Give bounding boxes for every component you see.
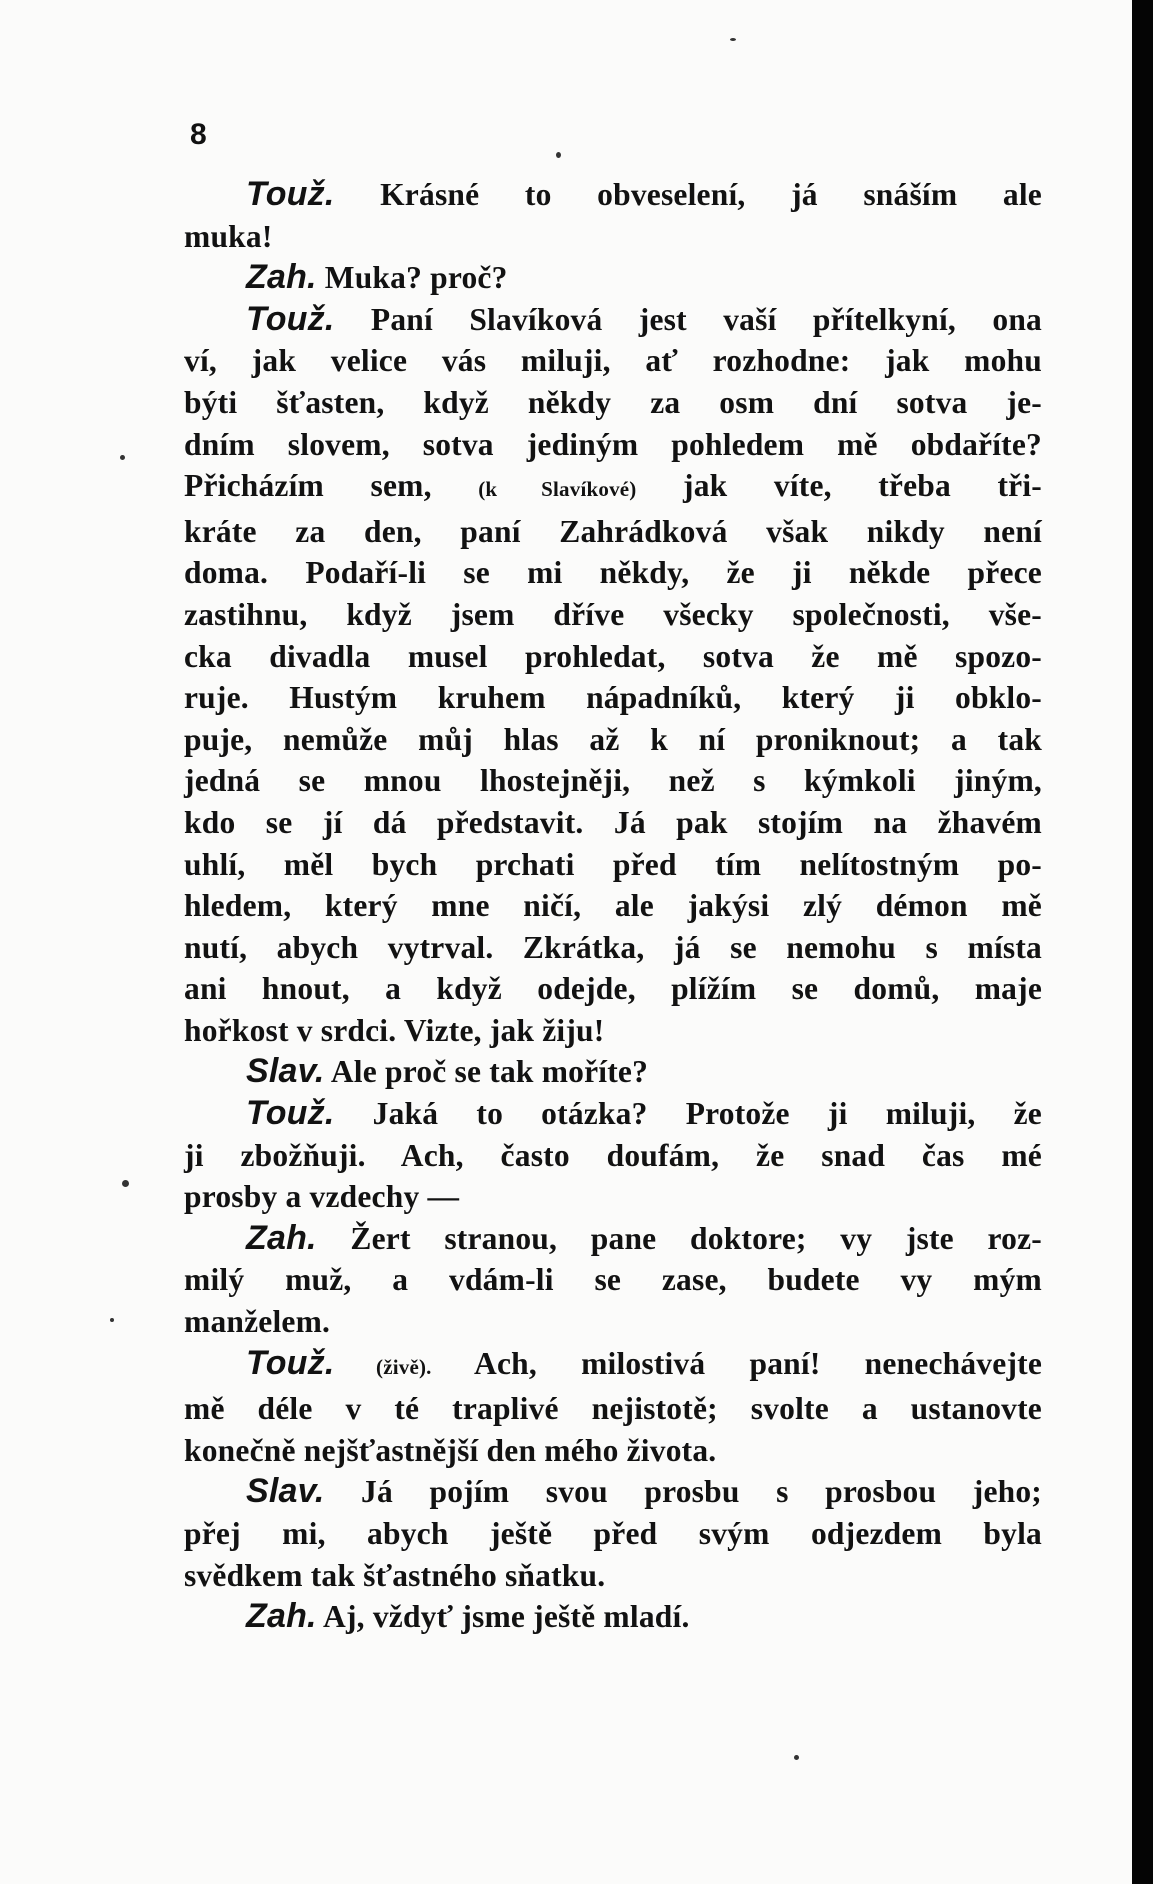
- line-text: ví, jak velice vás miluji, ať rozhodne: jak mohu: [184, 343, 1042, 379]
- line-text: Já pojím svou prosbu s prosbou jeho;: [324, 1474, 1042, 1510]
- speaker-label: Touž.: [246, 1343, 335, 1382]
- scan-speck: [730, 38, 736, 41]
- line-text: Paní Slavíková jest vaší přítelkyní, ona: [334, 301, 1042, 337]
- line-text: prosby a vzdechy —: [184, 1179, 460, 1215]
- line-text: Krásné to obveselení, já snáším ale: [334, 177, 1042, 212]
- line-text: mě déle v té traplivé nejistotě; svolte a ustanovte: [184, 1391, 1042, 1427]
- scan-speck: [120, 455, 125, 460]
- text-line: [184, 927, 1042, 969]
- text-line: [184, 174, 1042, 216]
- speaker-label: Slav.: [246, 1052, 325, 1091]
- text-line: [184, 719, 1042, 761]
- speaker-label: Slav.: [246, 1472, 325, 1511]
- text-line: [184, 257, 1042, 299]
- text-line: [184, 1388, 1042, 1430]
- text-line: [184, 1093, 1042, 1135]
- line-text: ani hnout, a když odejde, plížím se domů, maje: [184, 971, 1042, 1007]
- line-text: jedná se mnou lhostejněji, než s kýmkoli jiným,: [184, 763, 1042, 799]
- line-text: Žert stranou, pane doktore; vy jste roz-: [316, 1220, 1042, 1256]
- scan-speck: [122, 1180, 129, 1187]
- line-text: konečně nejšťastnější den mého života.: [184, 1432, 717, 1468]
- scan-speck: [556, 152, 561, 158]
- line-text: Jaká to otázka? Protože ji miluji, že: [334, 1096, 1042, 1132]
- line-text: přej mi, abych ještě před svým odjezdem byla: [184, 1516, 1042, 1551]
- line-text: Aj, vždyť jsme ještě mladí.: [316, 1599, 690, 1635]
- line-text: milý muž, a vdám-li se zase, budete vy mým: [184, 1262, 1042, 1298]
- line-text: hledem, který mne ničí, ale jakýsi zlý démon mě: [184, 888, 1042, 924]
- text-line: [184, 424, 1042, 466]
- scan-speck: [794, 1755, 799, 1760]
- text-line: [184, 1259, 1042, 1301]
- line-text: kráte za den, paní Zahrádková však nikdy není: [184, 513, 1042, 549]
- text-line: [184, 968, 1042, 1010]
- text-line: [184, 1135, 1042, 1177]
- speaker-label: Zah.: [246, 1218, 317, 1257]
- speaker-label: Touž.: [246, 175, 335, 213]
- text-line: [184, 216, 1042, 258]
- scan-speck: [110, 1318, 114, 1322]
- text-line: [184, 340, 1042, 382]
- scan-edge: [1132, 0, 1153, 1884]
- line-text: býti šťasten, když někdy za osm dní sotva je-: [184, 384, 1042, 420]
- line-text: muka!: [184, 218, 273, 254]
- text-line: [184, 1218, 1042, 1260]
- text-line: [184, 511, 1042, 553]
- line-text: zastihnu, když jsem dříve všecky společnosti, vše-: [184, 596, 1042, 632]
- text-line: [184, 1343, 1042, 1389]
- text-line: [184, 636, 1042, 678]
- text-line: [184, 885, 1042, 927]
- line-text: cka divadla musel prohledat, sotva že mě spozo-: [184, 638, 1042, 674]
- line-text: uhlí, měl bych prchati před tím nelítostným po-: [184, 846, 1042, 882]
- line-text: dním slovem, sotva jediným pohledem mě obdaříte?: [184, 426, 1042, 462]
- text-line: [184, 760, 1042, 802]
- speaker-label: Touž.: [246, 299, 335, 338]
- line-text: kdo se jí dá představit. Já pak stojím na žhavém: [184, 804, 1042, 840]
- line-text: nutí, abych vytrval. Zkrátka, já se nemohu s místa: [184, 929, 1042, 965]
- speaker-label: Touž.: [246, 1094, 335, 1133]
- text-line: [184, 299, 1042, 341]
- text-line: [184, 1010, 1042, 1052]
- text-line: [184, 1471, 1042, 1513]
- line-text: manželem.: [184, 1304, 331, 1340]
- line-text: Muka? proč?: [316, 260, 508, 296]
- text-line: [184, 802, 1042, 844]
- stage-direction: (k Slavíkové): [478, 477, 637, 502]
- line-text: puje, nemůže můj hlas až k ní proniknout; a tak: [184, 721, 1042, 757]
- speaker-label: Zah.: [246, 258, 317, 297]
- text-line: [184, 465, 1042, 511]
- dialogue-text: [184, 174, 1042, 1638]
- text-line: [184, 1430, 1042, 1472]
- text-line: [184, 1596, 1042, 1638]
- speaker-label: Zah.: [246, 1597, 317, 1636]
- text-line: [184, 1513, 1042, 1555]
- line-text: Ach, milostivá paní! nenechávejte: [431, 1345, 1042, 1381]
- text-line: [184, 677, 1042, 719]
- text-line: [184, 1051, 1042, 1093]
- line-text: ruje. Hustým kruhem nápadníků, který ji obklo-: [184, 680, 1042, 716]
- text-line: [184, 1555, 1042, 1597]
- line-text: svědkem tak šťastného sňatku.: [184, 1557, 606, 1593]
- line-text: Přicházím sem,: [184, 468, 479, 504]
- line-text: Ale proč se tak moříte?: [324, 1054, 649, 1090]
- line-text: hořkost v srdci. Vizte, jak žiju!: [184, 1012, 605, 1048]
- text-line: [184, 844, 1042, 886]
- page-number: 8: [190, 118, 207, 151]
- text-line: [184, 1176, 1042, 1218]
- text-line: [184, 1301, 1042, 1343]
- text-line: [184, 382, 1042, 424]
- stage-direction: (živě).: [334, 1354, 432, 1379]
- line-text: ji zbožňuji. Ach, často doufám, že snad čas mé: [184, 1137, 1042, 1173]
- text-line: [184, 594, 1042, 636]
- text-line: [184, 552, 1042, 594]
- line-text: doma. Podaří-li se mi někdy, že ji někde přece: [184, 555, 1042, 591]
- line-text: jak víte, třeba tři-: [636, 468, 1042, 504]
